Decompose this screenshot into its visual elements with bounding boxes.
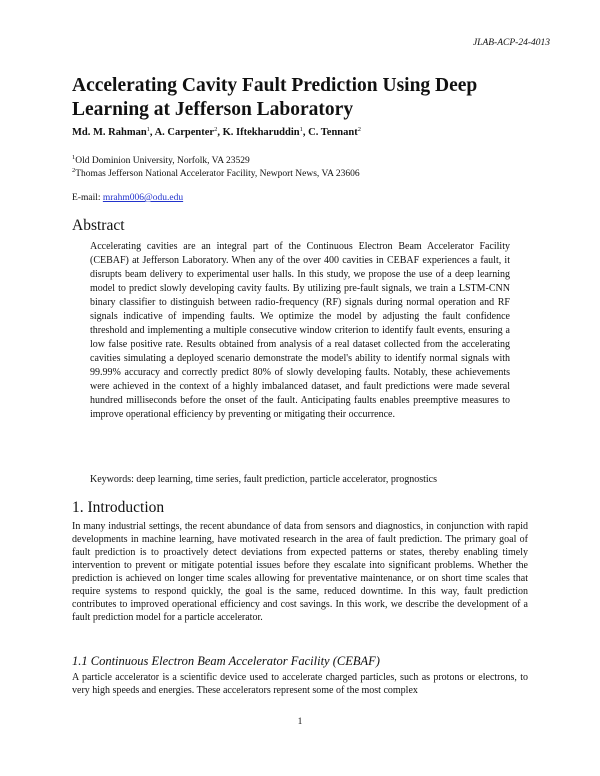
- keywords: Keywords: deep learning, time series, fault prediction, particle accelerator, prognostics: [90, 474, 437, 485]
- contact-email: [72, 193, 183, 203]
- author-list: [72, 126, 532, 138]
- page-number: 1: [297, 717, 303, 727]
- document-id: JLAB-ACP-24-4013: [472, 38, 550, 48]
- email-link[interactable]: mrahm006@odu.edu: [102, 193, 184, 203]
- abstract-text: Accelerating cavities are an integral part of the Continuous Electron Beam Accelerator Facility (CEBAF) at Jefferson Laboratory. When any of the over 400 cavities in CEBAF experiences a fault, it disrupts beam delivery to experimental user halls. In this study, we propose the use of a deep learning model to predict slowly developing cavity faults. By utilizing pre-fault signals, we train a LSTM-CNN binary classifier to distinguish between radio-frequency (RF) signals during normal operation and RF signals indicative of impending faults. We optimize the model by adjusting the fault confidence threshold and implementing a multiple consecutive window criterion to identify fault events, ensuring a low false positive rate. Results obtained from analysis of a real dataset collected from the accelerating cavities simulating a deployed scenario demonstrate the model's ability to identify normal signals with 99.99% accuracy and correctly predict 80% of slowly developing faults. Notably, these achievements were achieved in the context of a highly imbalanced dataset, and fault predictions were made several hundred milliseconds before the onset of the fault. Anticipating faults enables preemptive measures to improve operational efficiency by preventing or mitigating their occurrence.: [90, 241, 510, 420]
- author: Md. M. Rahman$^1$,: [72, 126, 155, 138]
- affiliation-1: $^1$Old Dominion University, Norfolk, VA 23529: [72, 154, 250, 166]
- introduction-text: In many industrial settings, the recent abundance of data from sensors and diagnostics, in conjunction with rapid developments in machine learning, have motivated research in the area of fault prediction. The primary goal of fault prediction is to proactively detect deviations from expected patterns or states, thereby enabling timely intervention to prevent or mitigate potential issues before they escalate into significant problems. Whether the prediction is achieved on longer time scales allowing for preventative maintenance, or on short time scales that require systems to respond quickly, the goal is the same, reduced downtime. In this way, fault prediction contributes to improved operational efficiency and cost savings. In this work, we describe the development of a fault prediction model for a particle accelerator.: [72, 521, 528, 623]
- paper-title: Accelerating Cavity Fault Prediction Using Deep Learning at Jefferson Laboratory: [72, 75, 478, 120]
- author: C. Tennant$^2$: [308, 126, 361, 138]
- subsection-heading-cebaf: 1.1 Continuous Electron Beam Accelerator Facility (CEBAF): [72, 654, 380, 668]
- author: K. Iftekharuddin$^1$,: [222, 126, 309, 138]
- email-label: E-mail:: [72, 193, 103, 203]
- abstract-heading: Abstract: [72, 217, 125, 234]
- author: A. Carpenter$^2$,: [154, 126, 223, 138]
- cebaf-text: A particle accelerator is a scientific device used to accelerate charged particles, such as protons or electrons, to very high speeds and energies. These accelerators represent some of the most complex: [72, 672, 528, 696]
- section-heading-introduction: 1. Introduction: [72, 499, 165, 516]
- affiliation-2: $^2$Thomas Jefferson National Accelerator Facility, Newport News, VA 23606: [72, 167, 360, 179]
